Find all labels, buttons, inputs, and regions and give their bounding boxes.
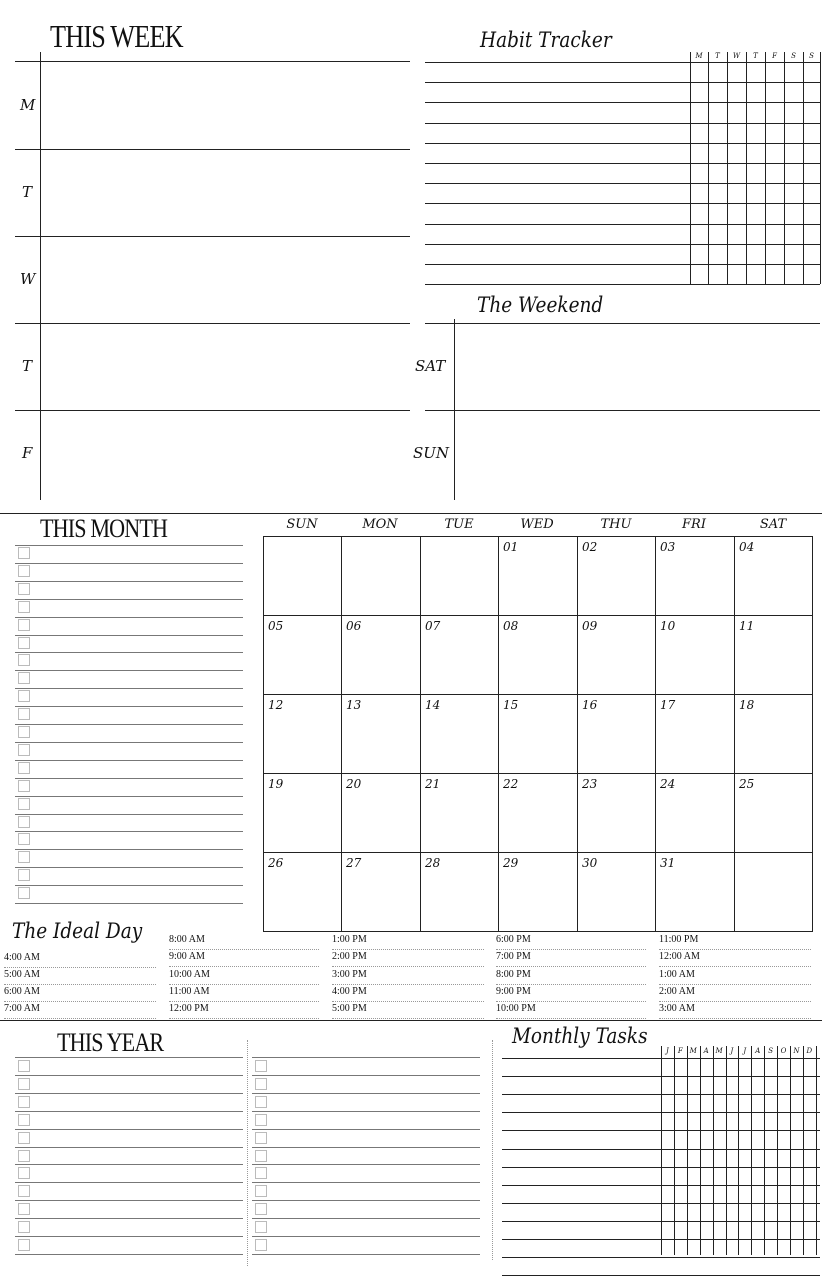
time-slot-line [169, 949, 319, 950]
calendar-row-line [263, 773, 813, 774]
monthly-column-line [674, 1046, 675, 1255]
year-task-line [15, 1218, 243, 1219]
task-checkbox[interactable] [18, 780, 30, 792]
time-slot-line [4, 967, 156, 968]
time-slot-label: 8:00 AM [169, 934, 205, 945]
task-line [15, 545, 243, 546]
year-task-line [252, 1236, 480, 1237]
year-task-line [252, 1075, 480, 1076]
calendar-date[interactable]: 17 [660, 698, 676, 712]
task-checkbox[interactable] [18, 672, 30, 684]
year-task-checkbox[interactable] [255, 1167, 267, 1179]
this-year-title: THIS YEAR [57, 1028, 164, 1057]
year-task-line [15, 1093, 243, 1094]
time-slot-label: 11:00 AM [169, 985, 210, 997]
week-day-label: T [22, 357, 33, 375]
time-slot-line [169, 984, 319, 985]
calendar-date[interactable]: 23 [582, 777, 598, 791]
week-day-divider [15, 410, 410, 411]
year-task-line [252, 1164, 480, 1165]
monthly-month-header: D [806, 1047, 813, 1055]
time-slot-line [659, 966, 811, 967]
monthly-month-header: A [703, 1047, 709, 1055]
week-day-label: W [20, 270, 36, 288]
year-task-line [15, 1200, 243, 1201]
time-slot-line [4, 984, 156, 985]
year-task-line [15, 1057, 243, 1058]
week-day-divider [15, 149, 410, 150]
calendar-date[interactable]: 13 [346, 698, 362, 712]
monthly-column-line [726, 1046, 727, 1255]
this-month-title: THIS MONTH [40, 514, 168, 543]
calendar-date[interactable]: 30 [582, 856, 598, 870]
time-slot-label: 10:00 PM [496, 1003, 536, 1015]
year-task-checkbox[interactable] [18, 1132, 30, 1144]
task-line [15, 796, 243, 797]
task-line [15, 814, 243, 815]
task-line [15, 617, 243, 618]
monthly-month-header: M [715, 1047, 723, 1055]
calendar-date[interactable]: 03 [660, 540, 676, 554]
habit-column-line [746, 52, 747, 284]
task-checkbox[interactable] [18, 708, 30, 720]
week-top-rule [15, 61, 410, 62]
year-task-line [15, 1236, 243, 1237]
calendar-date[interactable]: 11 [739, 619, 755, 633]
year-task-line [252, 1182, 480, 1183]
time-slot-line [332, 1001, 484, 1002]
task-line [15, 670, 243, 671]
task-line [15, 885, 243, 886]
calendar-date[interactable]: 10 [660, 619, 676, 633]
task-line [15, 867, 243, 868]
week-day-label: T [22, 183, 33, 201]
time-slot-line [659, 1001, 811, 1002]
task-line [15, 652, 243, 653]
task-checkbox[interactable] [18, 816, 30, 828]
habit-row-line [425, 264, 820, 265]
calendar-weekday-header: MON [362, 517, 398, 532]
year-task-line [15, 1164, 243, 1165]
week-day-label: F [22, 444, 33, 462]
monthly-column-line [816, 1046, 817, 1255]
monthly-month-header: N [793, 1047, 800, 1055]
calendar-column-line [734, 536, 735, 932]
year-task-checkbox[interactable] [255, 1221, 267, 1233]
weekend-divider [425, 410, 820, 411]
task-checkbox[interactable] [18, 887, 30, 899]
habit-day-header: S [791, 52, 796, 60]
calendar-date[interactable]: 21 [425, 777, 441, 791]
calendar-column-line [655, 536, 656, 932]
year-task-checkbox[interactable] [255, 1078, 267, 1090]
week-vertical-rule [40, 52, 41, 500]
year-task-checkbox[interactable] [255, 1185, 267, 1197]
calendar-date[interactable]: 20 [346, 777, 362, 791]
calendar-date[interactable]: 19 [268, 777, 284, 791]
monthly-month-header: J [730, 1047, 734, 1055]
habit-row-line [425, 183, 820, 184]
time-slot-label: 10:00 AM [169, 968, 210, 980]
year-task-checkbox[interactable] [255, 1060, 267, 1072]
habit-day-header: S [809, 52, 814, 60]
habit-day-header: T [753, 52, 758, 60]
calendar-column-line [263, 536, 264, 932]
habit-row-line [425, 244, 820, 245]
year-task-line [15, 1075, 243, 1076]
year-task-checkbox[interactable] [18, 1167, 30, 1179]
calendar-date[interactable]: 04 [739, 540, 755, 554]
task-line [15, 742, 243, 743]
monthly-month-header: O [780, 1047, 787, 1055]
task-checkbox[interactable] [18, 654, 30, 666]
calendar-weekday-header: TUE [444, 517, 474, 532]
habit-column-line [784, 52, 785, 284]
habit-row-line [425, 143, 820, 144]
year-task-line [252, 1093, 480, 1094]
year-task-checkbox[interactable] [18, 1150, 30, 1162]
habit-column-line [708, 52, 709, 284]
calendar-date[interactable]: 28 [425, 856, 441, 870]
year-task-checkbox[interactable] [18, 1239, 30, 1251]
year-task-line [252, 1129, 480, 1130]
habit-row-line [425, 123, 820, 124]
monthly-column-line [700, 1046, 701, 1255]
task-line [15, 635, 243, 636]
calendar-row-line [263, 615, 813, 616]
weekend-day-label: SUN [413, 444, 450, 462]
year-task-line [15, 1254, 243, 1255]
calendar-weekday-header: WED [520, 517, 554, 532]
time-slot-label: 9:00 AM [169, 951, 205, 963]
calendar-date[interactable]: 24 [660, 777, 676, 791]
time-slot-line [496, 966, 646, 967]
calendar-date[interactable]: 05 [268, 619, 284, 633]
calendar-date[interactable]: 15 [503, 698, 519, 712]
monthly-column-line [764, 1046, 765, 1255]
time-slot-label: 7:00 AM [4, 1003, 40, 1015]
year-task-line [252, 1111, 480, 1112]
calendar-column-line [420, 536, 421, 932]
calendar-date[interactable]: 29 [503, 856, 519, 870]
calendar-row-line [263, 931, 813, 932]
task-line [15, 581, 243, 582]
monthly-month-header: A [755, 1047, 761, 1055]
task-checkbox[interactable] [18, 851, 30, 863]
habit-column-line [765, 52, 766, 284]
monthly-month-header: J [666, 1047, 669, 1055]
year-column-divider [247, 1040, 248, 1266]
year-task-line [15, 1147, 243, 1148]
time-slot-label: 2:00 AM [659, 985, 695, 997]
calendar-date[interactable]: 18 [739, 698, 755, 712]
habit-row-line [425, 102, 820, 103]
year-task-checkbox[interactable] [18, 1114, 30, 1126]
year-task-checkbox[interactable] [255, 1132, 267, 1144]
habit-row-line [425, 82, 820, 83]
habit-row-line [425, 163, 820, 164]
calendar-row-line [263, 852, 813, 853]
calendar-date[interactable]: 25 [739, 777, 755, 791]
monthly-column-line [803, 1046, 804, 1255]
calendar-column-line [812, 536, 813, 932]
time-slot-line [659, 949, 811, 950]
time-slot-line [332, 949, 484, 950]
task-line [15, 760, 243, 761]
year-task-line [15, 1111, 243, 1112]
habit-column-line [820, 52, 821, 284]
habit-tracker-title: Habit Tracker [480, 28, 612, 52]
year-task-checkbox[interactable] [18, 1185, 30, 1197]
habit-column-line [727, 52, 728, 284]
time-slot-label: 8:00 PM [496, 968, 531, 980]
year-task-checkbox[interactable] [18, 1078, 30, 1090]
calendar-date[interactable]: 09 [582, 619, 598, 633]
calendar-weekday-header: SAT [759, 517, 787, 532]
monthly-column-line [790, 1046, 791, 1255]
monthly-month-header: S [768, 1047, 774, 1055]
task-checkbox[interactable] [18, 869, 30, 881]
calendar-row-line [263, 694, 813, 695]
calendar-date[interactable]: 12 [268, 698, 284, 712]
task-checkbox[interactable] [18, 690, 30, 702]
monthly-month-header: F [677, 1047, 683, 1055]
habit-row-line [425, 62, 820, 63]
task-line [15, 831, 243, 832]
time-slot-label: 1:00 AM [659, 968, 695, 980]
time-slot-line [332, 984, 484, 985]
calendar-date[interactable]: 16 [582, 698, 598, 712]
time-slot-label: 2:00 PM [332, 951, 367, 963]
monthly-row-line [502, 1257, 820, 1258]
time-slot-label: 1:00 PM [332, 934, 367, 945]
time-slot-line [496, 1001, 646, 1002]
year-task-checkbox[interactable] [18, 1060, 30, 1072]
time-slot-label: 7:00 PM [496, 951, 531, 963]
time-slot-label: 4:00 AM [4, 951, 40, 963]
weekend-day-label: SAT [415, 357, 446, 375]
year-task-checkbox[interactable] [255, 1114, 267, 1126]
monthly-column-line [687, 1046, 688, 1255]
calendar-date[interactable]: 02 [582, 540, 598, 554]
calendar-date[interactable]: 27 [346, 856, 362, 870]
task-checkbox[interactable] [18, 798, 30, 810]
task-line [15, 778, 243, 779]
time-slot-label: 5:00 AM [4, 968, 40, 980]
year-task-line [252, 1254, 480, 1255]
time-slot-label: 5:00 PM [332, 1003, 367, 1015]
task-line [15, 563, 243, 564]
task-line [15, 688, 243, 689]
calendar-date[interactable]: 01 [503, 540, 519, 554]
habit-day-header: T [715, 52, 720, 60]
weekend-vertical-rule [454, 319, 455, 500]
time-slot-line [332, 966, 484, 967]
calendar-date[interactable]: 31 [660, 856, 676, 870]
time-slot-line [496, 949, 646, 950]
calendar-column-line [341, 536, 342, 932]
task-checkbox[interactable] [18, 726, 30, 738]
year-task-line [15, 1182, 243, 1183]
habit-column-line [690, 52, 691, 284]
time-slot-label: 9:00 PM [496, 985, 531, 997]
calendar-row-line [263, 536, 813, 537]
weekend-title: The Weekend [477, 293, 604, 317]
time-slot-label: 4:00 PM [332, 985, 367, 997]
monthly-month-header: M [689, 1047, 697, 1055]
monthly-column-line [738, 1046, 739, 1255]
habit-day-header: M [695, 52, 703, 60]
calendar-date[interactable]: 07 [425, 619, 441, 633]
task-checkbox[interactable] [18, 547, 30, 559]
calendar-weekday-header: SUN [286, 517, 318, 532]
task-checkbox[interactable] [18, 762, 30, 774]
monthly-column-line [777, 1046, 778, 1255]
calendar-date[interactable]: 08 [503, 619, 519, 633]
time-slot-line [169, 1001, 319, 1002]
monthly-month-header: J [743, 1047, 747, 1055]
time-slot-label: 3:00 AM [659, 1003, 695, 1015]
habit-day-header: W [732, 52, 741, 60]
year-task-checkbox[interactable] [255, 1239, 267, 1251]
task-checkbox[interactable] [18, 619, 30, 631]
year-task-checkbox[interactable] [255, 1096, 267, 1108]
task-line [15, 599, 243, 600]
calendar-weekday-header: FRI [682, 517, 706, 532]
habit-row-line [425, 224, 820, 225]
year-task-line [252, 1057, 480, 1058]
week-day-label: M [20, 96, 36, 114]
year-task-checkbox[interactable] [18, 1203, 30, 1215]
calendar-column-line [577, 536, 578, 932]
section-divider [0, 1020, 822, 1021]
calendar-date[interactable]: 06 [346, 619, 362, 633]
time-slot-label: 12:00 AM [659, 951, 700, 963]
this-week-title: THIS WEEK [50, 18, 183, 54]
task-checkbox[interactable] [18, 583, 30, 595]
time-slot-label: 3:00 PM [332, 968, 367, 980]
year-task-line [15, 1129, 243, 1130]
calendar-column-line [498, 536, 499, 932]
week-day-divider [15, 323, 410, 324]
habit-row-line [425, 284, 820, 285]
task-checkbox[interactable] [18, 601, 30, 613]
habit-day-header: F [772, 52, 777, 60]
task-checkbox[interactable] [18, 565, 30, 577]
year-task-checkbox[interactable] [255, 1150, 267, 1162]
year-task-line [252, 1200, 480, 1201]
task-line [15, 849, 243, 850]
year-task-checkbox[interactable] [255, 1203, 267, 1215]
task-checkbox[interactable] [18, 833, 30, 845]
calendar-date[interactable]: 22 [503, 777, 519, 791]
task-checkbox[interactable] [18, 744, 30, 756]
monthly-column-line [751, 1046, 752, 1255]
task-checkbox[interactable] [18, 637, 30, 649]
time-slot-label: 6:00 PM [496, 934, 531, 945]
year-task-checkbox[interactable] [18, 1096, 30, 1108]
year-column-divider [492, 1040, 493, 1260]
time-slot-line [496, 984, 646, 985]
calendar-weekday-header: THU [600, 517, 632, 532]
task-line [15, 724, 243, 725]
habit-row-line [425, 203, 820, 204]
monthly-column-line [713, 1046, 714, 1255]
habit-column-line [803, 52, 804, 284]
time-slot-label: 12:00 PM [169, 1003, 209, 1015]
year-task-line [252, 1218, 480, 1219]
time-slot-line [4, 1001, 156, 1002]
ideal-day-title: The Ideal Day [12, 919, 143, 943]
time-slot-label: 11:00 PM [659, 934, 699, 945]
time-slot-label: 6:00 AM [4, 986, 40, 998]
time-slot-line [659, 984, 811, 985]
week-day-divider [15, 236, 410, 237]
calendar-date[interactable]: 14 [425, 698, 441, 712]
monthly-tasks-title: Monthly Tasks [512, 1024, 648, 1048]
weekend-top-rule [425, 323, 820, 324]
time-slot-line [169, 966, 319, 967]
year-task-checkbox[interactable] [18, 1221, 30, 1233]
monthly-column-line [661, 1046, 662, 1255]
calendar-date[interactable]: 26 [268, 856, 284, 870]
year-task-line [252, 1147, 480, 1148]
task-line [15, 706, 243, 707]
task-line [15, 903, 243, 904]
